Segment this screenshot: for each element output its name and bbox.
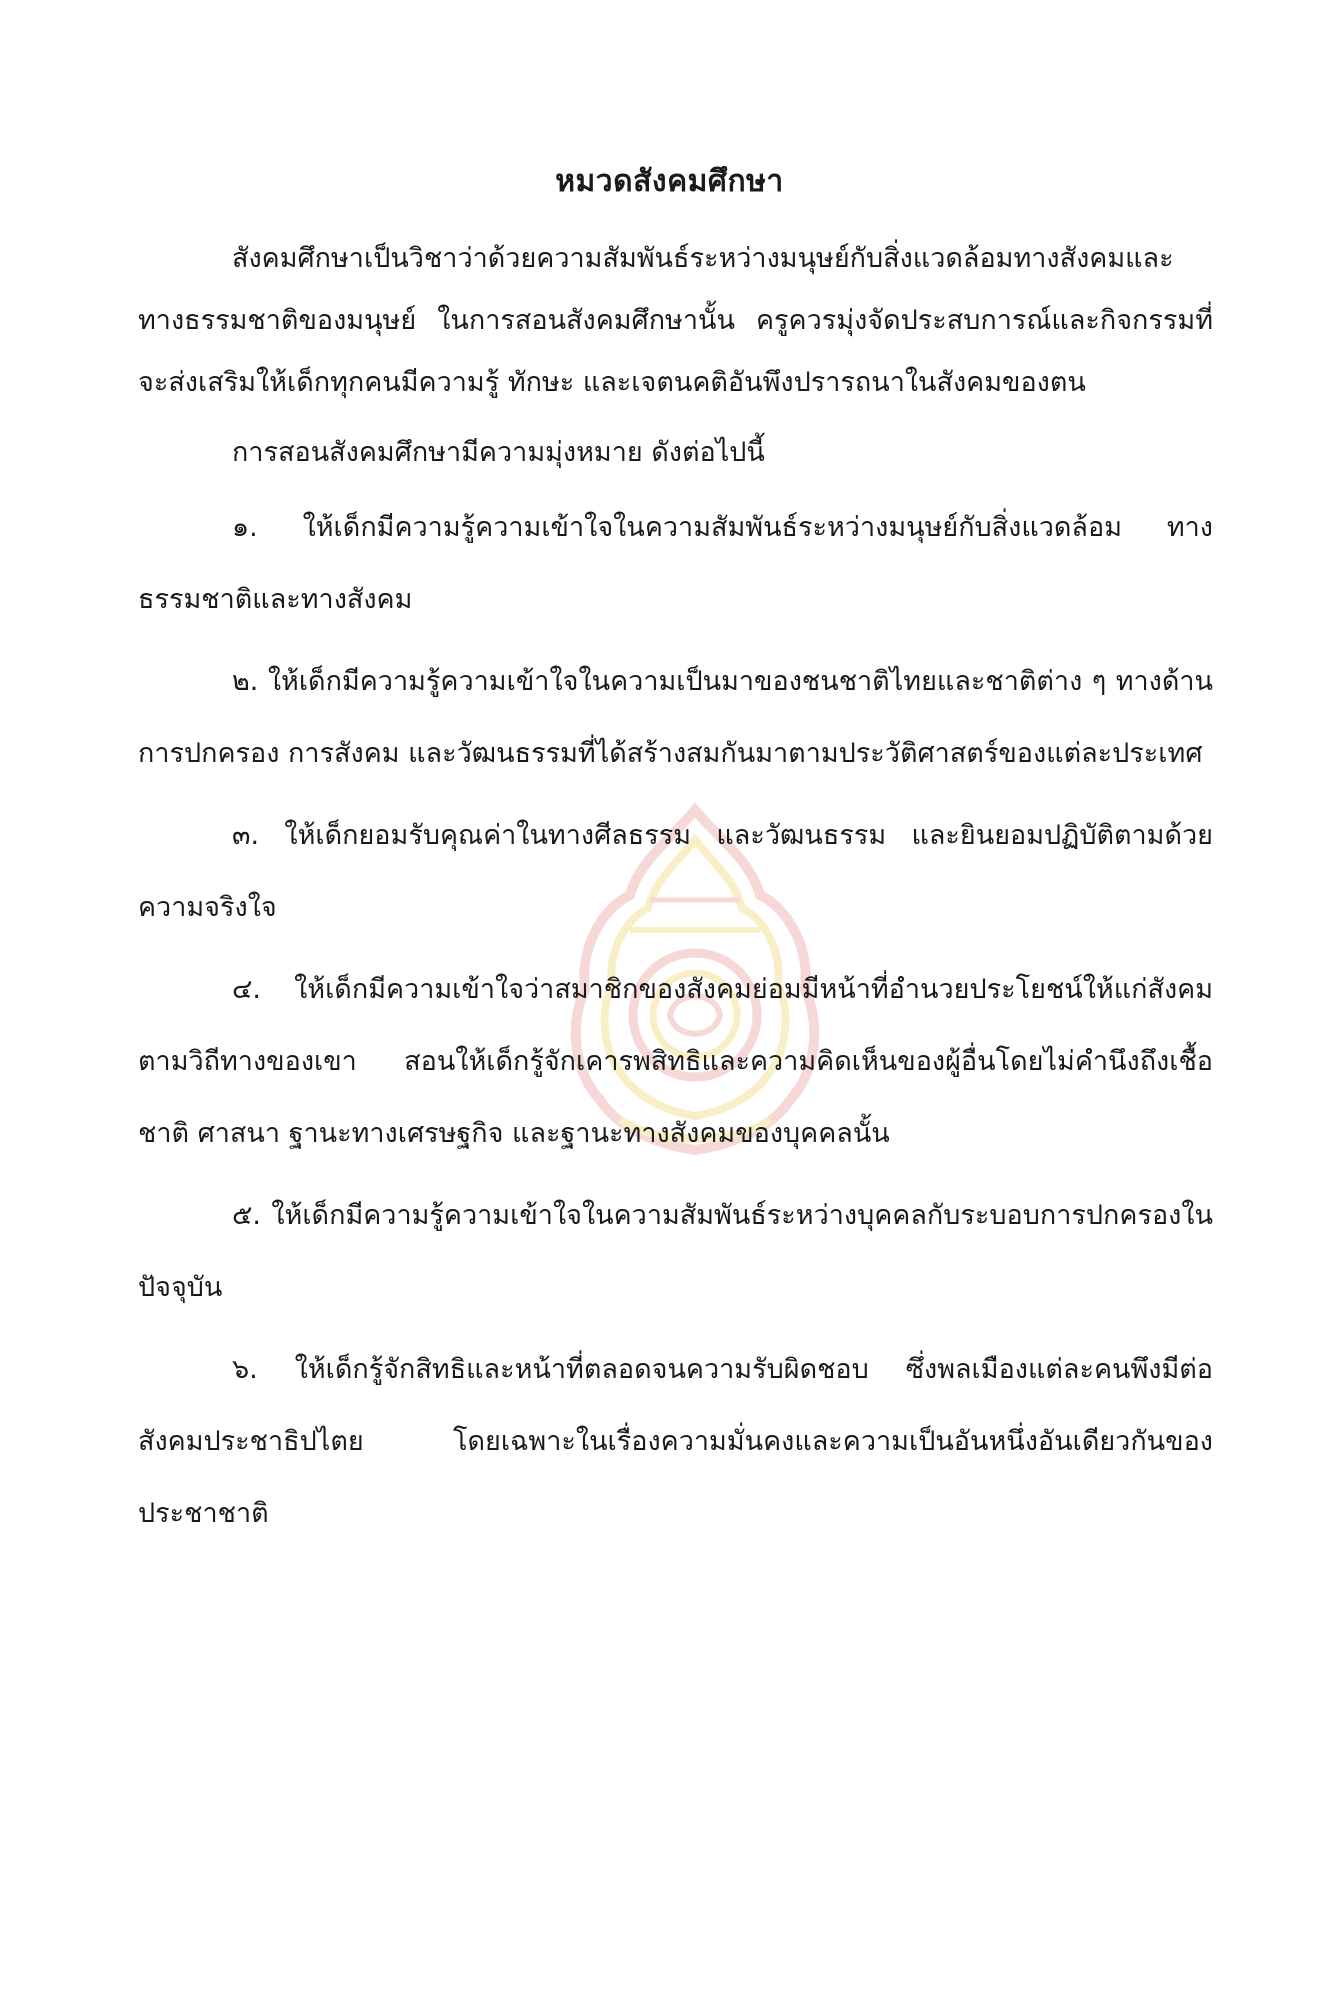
objective-item-2: ๒. ให้เด็กมีความรู้ความเข้าใจในความเป็นมาของชนชาติไทยและชาติต่าง ๆ ทางด้านการปกครอง การสังคม และวัฒนธรรมที่ได้สร้างสมกันมาตามประวัติศาสตร์ของแต่ละประเทศ [138, 666, 1213, 769]
objective-item-1: ๑. ให้เด็กมีความรู้ความเข้าใจในความสัมพันธ์ระหว่างมนุษย์กับสิ่งแวดล้อม ทางธรรมชาติและทางสังคม [138, 512, 1213, 615]
intro-paragraph: สังคมศึกษาเป็นวิชาว่าด้วยความสัมพันธ์ระหว่างมนุษย์กับสิ่งแวดล้อมทางสังคมและทางธรรมชาติของมนุษย์ ในการสอนสังคมศึกษานั้น ครูควรมุ่งจัดประสบการณ์และกิจกรรมที่จะส่งเสริมให้เด็กทุกคนมีความรู้ ทักษะ และเจตนคติอันพึงปรารถนาในสังคมของตน [138, 243, 1213, 398]
objective-item-4: ๔. ให้เด็กมีความเข้าใจว่าสมาชิกของสังคมย่อมมีหน้าที่อำนวยประโยชน์ให้แก่สังคมตามวิถีทางของเขา สอนให้เด็กรู้จักเคารพสิทธิและความคิดเห็นของผู้อื่นโดยไม่คำนึงถึงเชื้อชาติ ศาสนา ฐานะทางเศรษฐกิจ และฐานะทางสังคมของบุคคลนั้น [138, 974, 1213, 1149]
page-title: หมวดสังคมศึกษา [555, 164, 784, 199]
objective-item-5: ๕. ให้เด็กมีความรู้ความเข้าใจในความสัมพันธ์ระหว่างบุคคลกับระบอบการปกครองในปัจจุบัน [138, 1200, 1213, 1303]
objective-item-6: ๖. ให้เด็กรู้จักสิทธิและหน้าที่ตลอดจนความรับผิดชอบ ซึ่งพลเมืองแต่ละคนพึงมีต่อสังคมประชาธิปไตย โดยเฉพาะในเรื่องความมั่นคงและความเป็นอันหนึ่งอันเดียวกันของประชาชาติ [138, 1354, 1213, 1529]
objective-item-3: ๓. ให้เด็กยอมรับคุณค่าในทางศีลธรรม และวัฒนธรรม และยินยอมปฏิบัติตามด้วยความจริงใจ [138, 820, 1213, 923]
document-body [138, 228, 1213, 1560]
objectives-heading: การสอนสังคมศึกษามีความมุ่งหมาย ดังต่อไปนี้ [232, 437, 765, 468]
